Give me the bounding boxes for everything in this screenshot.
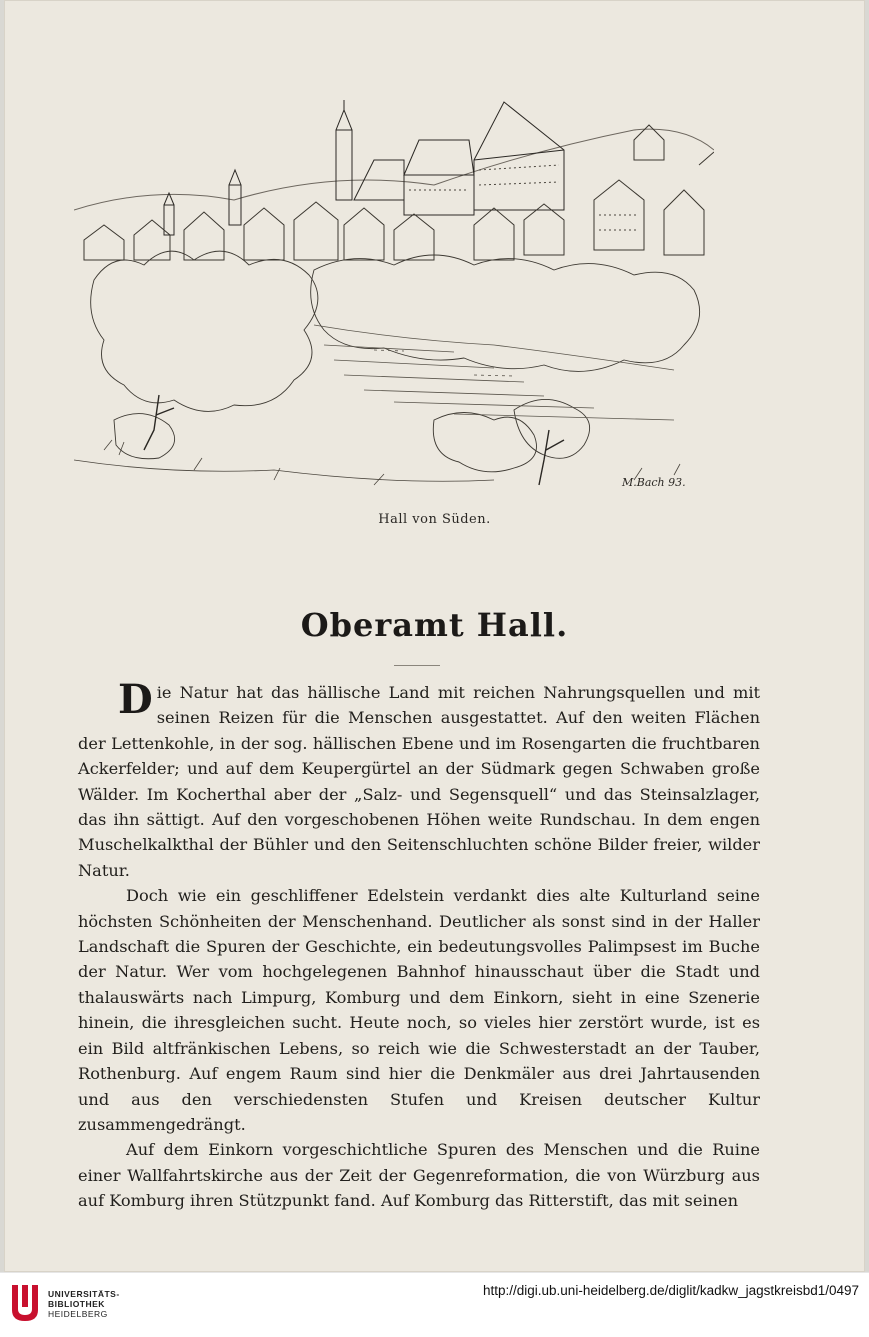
- paragraph-2: Doch wie ein geschliffener Edelstein verdankt dies alte Kulturland seine höchsten Schönheiten der Menschenhand. Deutlicher als sonst sind in der Haller Landschaft die Spuren der Geschichte, ein bedeutungsvolles Palimpsest im Buche der Natur. Wer vom hochgelegenen Bahnhof hinausschaut über die Stadt und thalauswärts nach Limpurg, Komburg und dem Einkorn, sieht in eine Szenerie hinein, die ihresgleichen sucht. Heute noch, so vieles hier zerstört wurde, ist es ein Bild altfränkischen Lebens, so reich wie die Schwesterstadt an der Tauber, Rothenburg. Auf engem Raum sind hier die Denkmäler aus drei Jahrtausenden und aus den verschiedensten Stufen und Kreisen deutscher Kultur zusammengedrängt.: [78, 886, 760, 1134]
- illustration-caption: Hall von Süden.: [378, 512, 491, 527]
- document-page: [4, 0, 865, 1272]
- library-name[interactable]: [48, 1289, 120, 1319]
- source-url-link[interactable]: http://digi.ub.uni-heidelberg.de/diglit/kadkw_jagstkreisbd1/0497: [483, 1283, 859, 1298]
- paragraph-1: [78, 676, 760, 883]
- library-name-line-2: BIBLIOTHEK: [48, 1299, 105, 1309]
- body-text: [78, 676, 760, 1214]
- hall-from-south-engraving: [74, 90, 714, 505]
- footer-bar: [0, 1272, 869, 1337]
- university-library-logo-icon[interactable]: [8, 1281, 42, 1325]
- title-divider: [394, 665, 440, 666]
- artist-signature: M.Bach 93.: [622, 476, 686, 489]
- library-name-line-3: HEIDELBERG: [48, 1309, 108, 1319]
- page-title: Oberamt Hall.: [300, 606, 569, 644]
- paragraph-1-text: ie Natur hat das hällische Land mit reichen Nahrungsquellen und mit seinen Reizen für die Menschen ausgestattet. Auf den weiten Flächen der Lettenkohle, in der sog. hällischen Ebene und im Rosengarten die fruchtbaren Ackerfelder; und auf dem Keupergürtel an der Südmark gegen Schwaben große Wälder. Im Kocherthal aber der „Salz- und Segensquell“ und das Steinsalzlager, das ihn sättigt. Auf den vorgeschobenen Höhen weite Rundschau. In dem engen Muschelkalkthal der Bühler und den Seitenschluchten schöne Bilder freier, wilder Natur.: [78, 683, 760, 880]
- drop-cap: D: [118, 676, 153, 723]
- paragraph-3: Auf dem Einkorn vorgeschichtliche Spuren des Menschen und die Ruine einer Wallfahrtskirche aus der Zeit der Gegenreformation, die von Würzburg aus auf Komburg ihren Stützpunkt fand. Auf Komburg das Ritterstift, das mit seinen: [78, 1140, 760, 1211]
- library-name-line-1: UNIVERSITÄTS-: [48, 1289, 120, 1299]
